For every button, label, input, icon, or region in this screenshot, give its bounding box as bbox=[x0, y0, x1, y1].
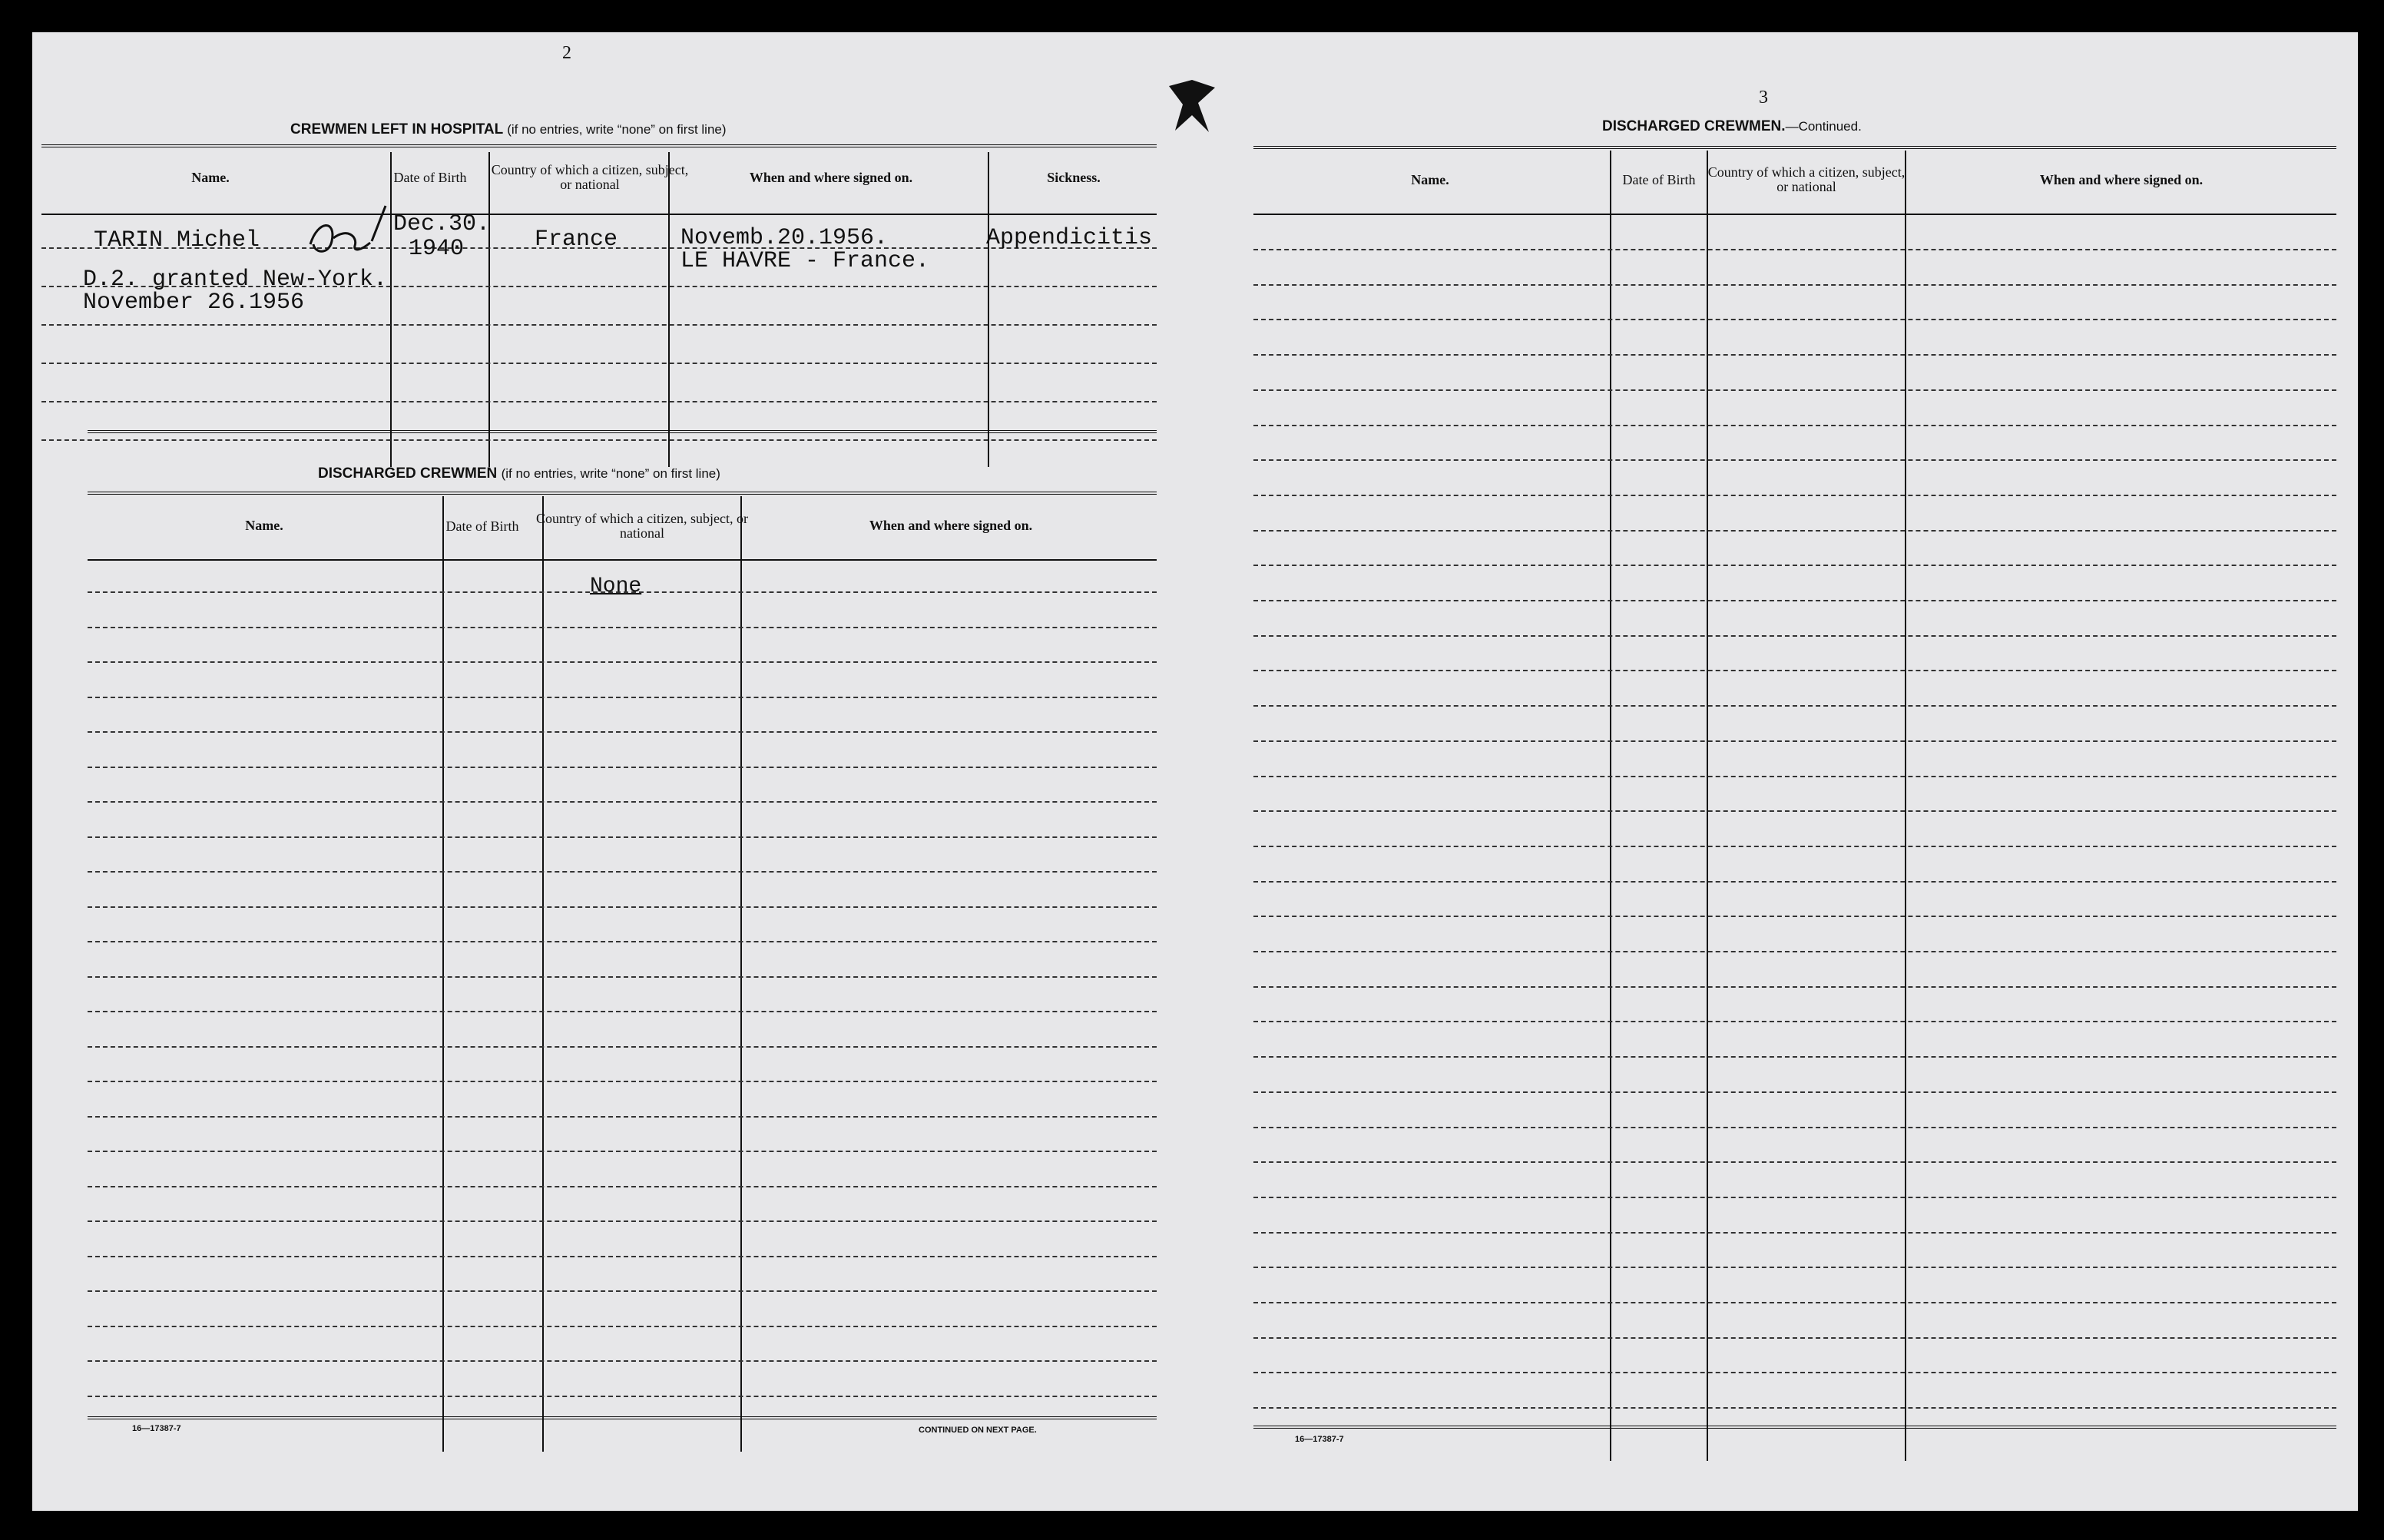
col-name-header: Name. bbox=[1411, 171, 1449, 187]
entry-line bbox=[88, 1220, 1157, 1222]
col-country-header: Country of which a citizen, subject, or national bbox=[1707, 164, 1906, 194]
page-number: 2 bbox=[562, 43, 571, 63]
page-number: 3 bbox=[1759, 88, 1768, 108]
entry-line bbox=[1253, 846, 2336, 847]
entry-line bbox=[88, 661, 1157, 663]
col-country-header: Country of which a citizen, subject, or national bbox=[491, 162, 689, 192]
entry-line bbox=[1253, 776, 2336, 777]
handwritten-mark bbox=[303, 197, 395, 266]
form-number: 16—17387-7 bbox=[132, 1424, 181, 1433]
left-page bbox=[32, 32, 1200, 1511]
entry-line bbox=[41, 363, 1157, 364]
entry-line bbox=[1253, 459, 2336, 461]
hospital-bottom-rule bbox=[88, 430, 1157, 433]
discharged-title: DISCHARGED CREWMEN. bbox=[1602, 118, 1786, 134]
entry-line bbox=[1253, 1197, 2336, 1198]
discharged-bottom-rule bbox=[88, 1416, 1157, 1419]
signed-on-line-2: LE HAVRE - France. bbox=[680, 248, 930, 274]
entry-line bbox=[1253, 1267, 2336, 1268]
entry-line bbox=[88, 1081, 1157, 1082]
entry-line bbox=[1253, 916, 2336, 917]
entry-line bbox=[88, 941, 1157, 942]
col-name-header: Name. bbox=[191, 169, 230, 185]
entry-line bbox=[1253, 1127, 2336, 1128]
entry-line bbox=[41, 324, 1157, 326]
col-name-header: Name. bbox=[245, 517, 283, 533]
entry-line bbox=[1253, 249, 2336, 250]
entry-line bbox=[88, 1396, 1157, 1397]
binding-clip-mark bbox=[1161, 71, 1230, 140]
birth-date-line-1: Dec.30. bbox=[393, 211, 491, 237]
continued-suffix: —Continued. bbox=[1785, 119, 1862, 134]
entry-line bbox=[1253, 670, 2336, 671]
right-top-rule bbox=[1253, 146, 2336, 149]
entry-line bbox=[1253, 319, 2336, 320]
right-page bbox=[1230, 32, 2358, 1511]
entry-line bbox=[1253, 810, 2336, 812]
entry-line bbox=[88, 1151, 1157, 1152]
discharged-section-title bbox=[318, 465, 720, 482]
country-value: France bbox=[535, 227, 618, 253]
entry-line bbox=[1253, 986, 2336, 988]
entry-line bbox=[88, 801, 1157, 803]
entry-line bbox=[1253, 1372, 2336, 1373]
name-note-1: D.2. granted New-York. bbox=[83, 267, 388, 293]
entry-line bbox=[1253, 354, 2336, 356]
col-divider bbox=[1610, 151, 1611, 1461]
hospital-top-rule bbox=[41, 144, 1157, 147]
entry-line bbox=[41, 401, 1157, 402]
entry-line bbox=[88, 1046, 1157, 1048]
col-country-header: Country of which a citizen, subject, or national bbox=[536, 511, 748, 541]
right-bottom-rule bbox=[1253, 1426, 2336, 1429]
hospital-instruction: (if no entries, write “none” on first line) bbox=[507, 122, 727, 137]
entry-line bbox=[1253, 635, 2336, 637]
entry-line bbox=[1253, 1056, 2336, 1058]
entry-line bbox=[88, 731, 1157, 733]
right-header-rule bbox=[1253, 214, 2336, 215]
discharged-header-rule bbox=[88, 559, 1157, 561]
entry-line bbox=[88, 1326, 1157, 1327]
col-birth-header: Date of Birth bbox=[445, 518, 519, 534]
discharged-continued-title bbox=[1602, 118, 1862, 135]
col-sickness-header: Sickness. bbox=[1047, 169, 1101, 185]
entry-line bbox=[88, 836, 1157, 838]
form-number: 16—17387-7 bbox=[1295, 1435, 1344, 1444]
entry-line bbox=[88, 1011, 1157, 1012]
entry-line bbox=[1253, 740, 2336, 742]
entry-line bbox=[1253, 1407, 2336, 1409]
entry-line bbox=[1253, 1232, 2336, 1234]
entry-line bbox=[1253, 705, 2336, 707]
col-signed-header: When and where signed on. bbox=[749, 169, 913, 185]
entry-line bbox=[1253, 1021, 2336, 1022]
col-divider bbox=[542, 496, 544, 1452]
entry-line bbox=[1253, 495, 2336, 496]
entry-line bbox=[1253, 1337, 2336, 1339]
entry-line bbox=[88, 906, 1157, 908]
entry-line bbox=[41, 439, 1157, 441]
entry-line bbox=[88, 871, 1157, 873]
col-birth-header: Date of Birth bbox=[393, 169, 467, 185]
col-divider bbox=[668, 152, 670, 467]
entry-line bbox=[1253, 565, 2336, 566]
hospital-section-title bbox=[290, 121, 727, 138]
entry-line bbox=[1253, 530, 2336, 532]
sickness-value: Appendicitis bbox=[986, 225, 1153, 251]
entry-line bbox=[88, 1186, 1157, 1187]
hospital-header-rule bbox=[41, 214, 1157, 215]
discharged-title: DISCHARGED CREWMEN bbox=[318, 465, 498, 482]
signed-on-line-1: Novemb.20.1956. bbox=[680, 225, 889, 251]
entry-line bbox=[1253, 1302, 2336, 1303]
none-entry: None bbox=[590, 575, 642, 598]
name-note-2: November 26.1956 bbox=[83, 290, 305, 316]
discharged-instruction: (if no entries, write “none” on first line) bbox=[501, 466, 720, 481]
entry-line bbox=[88, 1360, 1157, 1362]
entry-line bbox=[1253, 425, 2336, 426]
entry-line bbox=[88, 767, 1157, 768]
entry-line bbox=[1253, 1091, 2336, 1093]
document-sheet bbox=[32, 32, 2358, 1511]
entry-line bbox=[1253, 951, 2336, 952]
entry-line bbox=[88, 1116, 1157, 1118]
entry-line bbox=[88, 1256, 1157, 1257]
entry-line bbox=[88, 627, 1157, 628]
col-divider bbox=[988, 152, 989, 467]
col-signed-header: When and where signed on. bbox=[2039, 171, 2204, 187]
hospital-title: CREWMEN LEFT IN HOSPITAL bbox=[290, 121, 503, 137]
birth-date-line-2: 1940 bbox=[409, 236, 465, 262]
col-birth-header: Date of Birth bbox=[1622, 171, 1696, 187]
col-signed-header: When and where signed on. bbox=[869, 517, 1033, 533]
entry-line bbox=[1253, 284, 2336, 286]
entry-line bbox=[88, 697, 1157, 698]
crewman-name: TARIN Michel bbox=[94, 227, 260, 253]
col-divider bbox=[1905, 151, 1906, 1461]
entry-line bbox=[1253, 600, 2336, 601]
entry-line bbox=[1253, 881, 2336, 883]
col-divider bbox=[488, 152, 490, 467]
col-divider bbox=[1707, 151, 1708, 1461]
entry-line bbox=[88, 1290, 1157, 1292]
entry-line bbox=[1253, 1161, 2336, 1163]
col-divider bbox=[740, 496, 742, 1452]
col-divider bbox=[442, 496, 444, 1452]
entry-line bbox=[1253, 389, 2336, 391]
continued-note: CONTINUED ON NEXT PAGE. bbox=[919, 1426, 1037, 1435]
discharged-top-rule bbox=[88, 492, 1157, 495]
entry-line bbox=[88, 976, 1157, 978]
